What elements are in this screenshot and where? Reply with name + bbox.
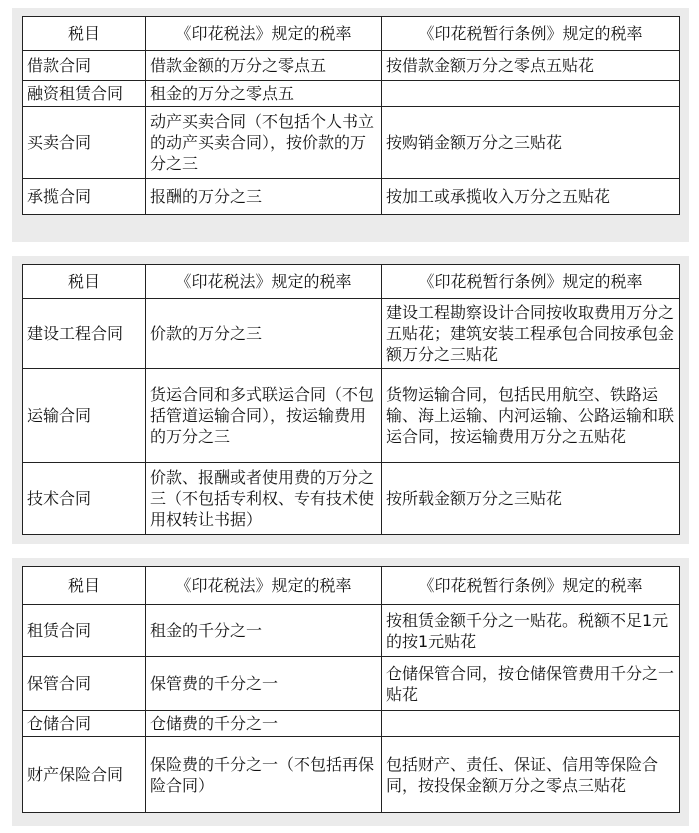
item-name: 仓储合同: [23, 711, 146, 737]
regulation-rate: [382, 711, 680, 737]
table-panel-3: [12, 558, 689, 826]
rate-table-1: [22, 16, 680, 215]
table-row: [23, 299, 680, 369]
table-row: [23, 737, 680, 813]
header-regulation-rate: 《印花税暂行条例》规定的税率: [382, 17, 680, 51]
table-row: [23, 369, 680, 463]
item-name: 建设工程合同: [23, 299, 146, 369]
table-panel-1: [12, 8, 689, 242]
regulation-rate: 按借款金额万分之零点五贴花: [382, 51, 680, 81]
law-rate: 保险费的千分之一（不包括再保险合同）: [146, 737, 382, 813]
regulation-rate: 包括财产、责任、保证、信用等保险合同，按投保金额万分之零点三贴花: [382, 737, 680, 813]
rate-table-2: [22, 264, 680, 535]
table-row: [23, 605, 680, 657]
item-name: 融资租赁合同: [23, 81, 146, 107]
regulation-rate: [382, 81, 680, 107]
item-name: 运输合同: [23, 369, 146, 463]
item-name: 保管合同: [23, 657, 146, 711]
header-item: 税目: [23, 265, 146, 299]
law-rate: 保管费的千分之一: [146, 657, 382, 711]
law-rate: 报酬的万分之三: [146, 179, 382, 215]
header-law-rate: 《印花税法》规定的税率: [146, 265, 382, 299]
regulation-rate: 建设工程勘察设计合同按收取费用万分之五贴花；建筑安装工程承包合同按承包金额万分之三贴花: [382, 299, 680, 369]
item-name: 借款合同: [23, 51, 146, 81]
item-name: 买卖合同: [23, 107, 146, 179]
regulation-rate: 仓储保管合同，按仓储保管费用千分之一贴花: [382, 657, 680, 711]
regulation-rate: 货物运输合同，包括民用航空、铁路运输、海上运输、内河运输、公路运输和联运合同，按运输费用万分之五贴花: [382, 369, 680, 463]
table-row: [23, 463, 680, 535]
item-name: 财产保险合同: [23, 737, 146, 813]
table-panel-2: [12, 256, 689, 544]
law-rate: 货运合同和多式联运合同（不包括管道运输合同），按运输费用的万分之三: [146, 369, 382, 463]
law-rate: 租金的万分之零点五: [146, 81, 382, 107]
table-header-row: [23, 17, 680, 51]
law-rate: 价款、报酬或者使用费的万分之三（不包括专利权、专有技术使用权转让书据）: [146, 463, 382, 535]
header-regulation-rate: 《印花税暂行条例》规定的税率: [382, 567, 680, 605]
header-law-rate: 《印花税法》规定的税率: [146, 567, 382, 605]
header-regulation-rate: 《印花税暂行条例》规定的税率: [382, 265, 680, 299]
regulation-rate: 按加工或承揽收入万分之五贴花: [382, 179, 680, 215]
item-name: 技术合同: [23, 463, 146, 535]
law-rate: 动产买卖合同（不包括个人书立的动产买卖合同），按价款的万分之三: [146, 107, 382, 179]
table-row: [23, 179, 680, 215]
table-header-row: [23, 265, 680, 299]
table-header-row: [23, 567, 680, 605]
item-name: 租赁合同: [23, 605, 146, 657]
law-rate: 价款的万分之三: [146, 299, 382, 369]
regulation-rate: 按购销金额万分之三贴花: [382, 107, 680, 179]
law-rate: 借款金额的万分之零点五: [146, 51, 382, 81]
item-name: 承揽合同: [23, 179, 146, 215]
regulation-rate: 按租赁金额千分之一贴花。税额不足1元的按1元贴花: [382, 605, 680, 657]
table-row: [23, 107, 680, 179]
rate-table-3: [22, 566, 680, 813]
table-row: [23, 657, 680, 711]
table-row: [23, 51, 680, 81]
table-row: [23, 711, 680, 737]
header-law-rate: 《印花税法》规定的税率: [146, 17, 382, 51]
law-rate: 仓储费的千分之一: [146, 711, 382, 737]
law-rate: 租金的千分之一: [146, 605, 382, 657]
regulation-rate: 按所载金额万分之三贴花: [382, 463, 680, 535]
table-row: [23, 81, 680, 107]
header-item: 税目: [23, 17, 146, 51]
header-item: 税目: [23, 567, 146, 605]
